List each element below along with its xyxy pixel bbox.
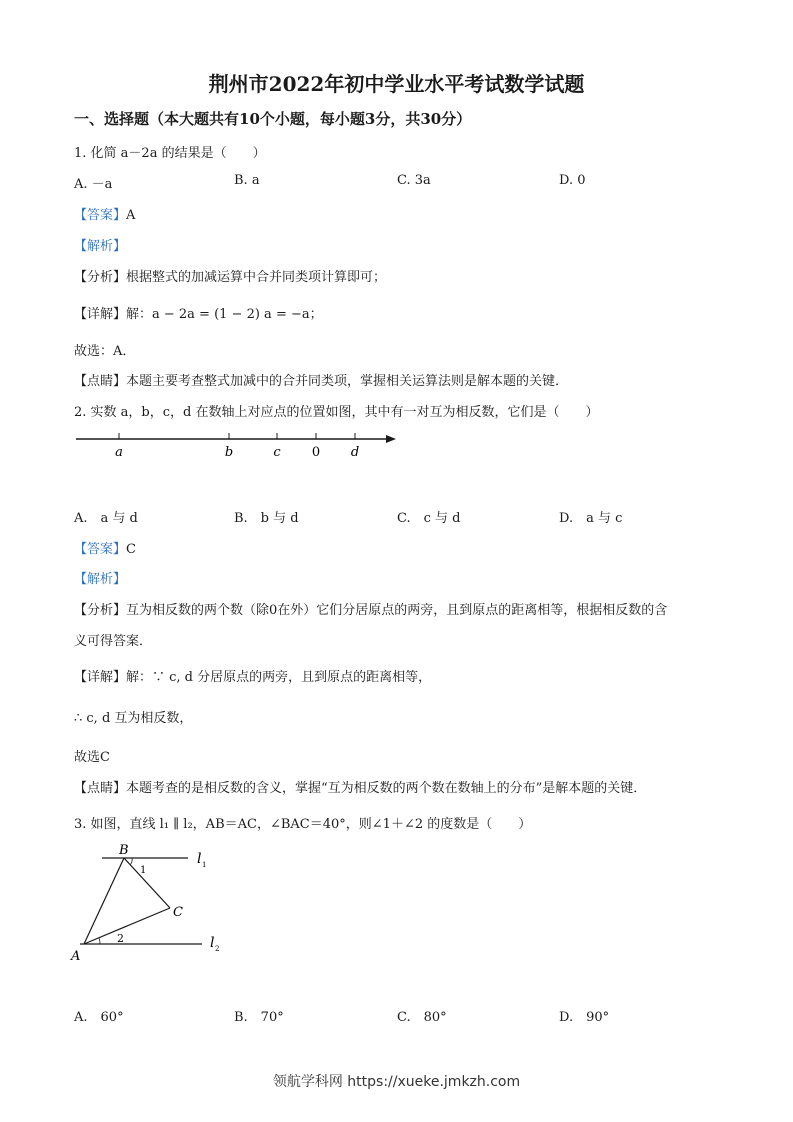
label-c: c — [273, 445, 281, 460]
q2-fenxi-line1: 【分析】互为相反数的两个数（除0在外）它们分居原点的两旁，且到原点的距离相等，根据相反数的含 — [74, 603, 668, 618]
label-b: b — [224, 445, 234, 460]
q3-option-c: C. 80° — [397, 1010, 447, 1025]
q1-option-d: D. 0 — [559, 173, 586, 188]
q2-fenxi-line2: 义可得答案． — [74, 634, 153, 649]
label-point-c: C — [173, 905, 183, 920]
angle-1-arc — [130, 858, 132, 865]
q2-conclusion: 故选C — [74, 750, 110, 765]
label-l2: l — [210, 935, 215, 951]
q1-analysis-tag: 【解析】 — [74, 239, 127, 254]
page-title: 荆州市2022年初中学业水平考试数学试题 — [208, 72, 585, 96]
q2-therefore: ∴ c, d 互为相反数， — [74, 711, 193, 726]
label-point-b: B — [119, 843, 129, 858]
q2-comment: 【点睛】本题考查的是相反数的含义，掌握“互为相反数的两个数在数轴上的分布”是解本题的关键． — [74, 781, 647, 796]
q2-option-c: C. c 与 d — [397, 511, 461, 526]
q3-option-a: A. 60° — [74, 1010, 124, 1025]
q1-comment: 【点睛】本题主要考查整式加减中的合并同类项，掌握相关运算法则是解本题的关键． — [74, 374, 569, 389]
q1-stem: 1. 化简 a－2a 的结果是（ ） — [74, 146, 266, 161]
segment-bc — [124, 858, 170, 908]
angle-2-arc — [99, 938, 100, 944]
q2-detail: 【详解】解：∵ c, d 分居原点的两旁，且到原点的距离相等， — [74, 670, 432, 685]
q1-fenxi: 【分析】根据整式的加减运算中合并同类项计算即可； — [74, 270, 387, 285]
q1-answer-value: A — [126, 208, 136, 223]
q1-answer-tag: 【答案】 — [74, 208, 127, 223]
q2-stem: 2. 实数 a，b，c，d 在数轴上对应点的位置如图，其中有一对互为相反数，它们是（ ） — [74, 405, 599, 420]
q2-option-d: D. a 与 c — [559, 511, 623, 526]
q2-analysis-tag: 【解析】 — [74, 572, 127, 587]
q1-conclusion: 故选：A． — [74, 344, 136, 359]
label-a: a — [115, 445, 123, 460]
q3-option-b: B. 70° — [234, 1010, 284, 1025]
number-line-arrow — [386, 435, 396, 443]
label-point-a: A — [71, 949, 81, 964]
section-heading: 一、选择题（本大题共有10个小题，每小题3分，共30分） — [74, 110, 472, 128]
q2-option-b: B. b 与 d — [234, 511, 299, 526]
q1-option-b: B. a — [234, 173, 260, 188]
label-l2-sub: 2 — [215, 945, 220, 953]
q1-answer — [74, 204, 135, 223]
q1-option-a: A. －a — [74, 177, 113, 192]
q2-answer-tag: 【答案】 — [74, 542, 127, 557]
triangle-figure — [0, 835, 260, 965]
q2-answer — [74, 538, 136, 557]
label-l1-sub: 1 — [202, 861, 207, 869]
footer-watermark: 领航学科网 https://xueke.jmkzh.com — [272, 1074, 521, 1090]
segment-ac — [84, 908, 170, 944]
label-l1: l — [197, 851, 202, 867]
q3-option-d: D. 90° — [559, 1010, 610, 1025]
q1-option-c: C. 3a — [397, 173, 431, 188]
label-angle-2: 2 — [117, 932, 124, 945]
q2-answer-value: C — [126, 542, 136, 557]
number-line-figure — [0, 428, 793, 468]
q1-detail: 【详解】解：a − 2a = (1 − 2) a = −a； — [74, 307, 323, 322]
label-d: d — [350, 445, 360, 460]
q2-option-a: A. a 与 d — [74, 511, 138, 526]
label-zero: 0 — [311, 445, 321, 460]
q3-stem: 3. 如图，直线 l₁ ∥ l₂，AB＝AC，∠BAC＝40°，则∠1＋∠2 的度数是（ ） — [74, 817, 532, 832]
label-angle-1: 1 — [140, 865, 147, 876]
